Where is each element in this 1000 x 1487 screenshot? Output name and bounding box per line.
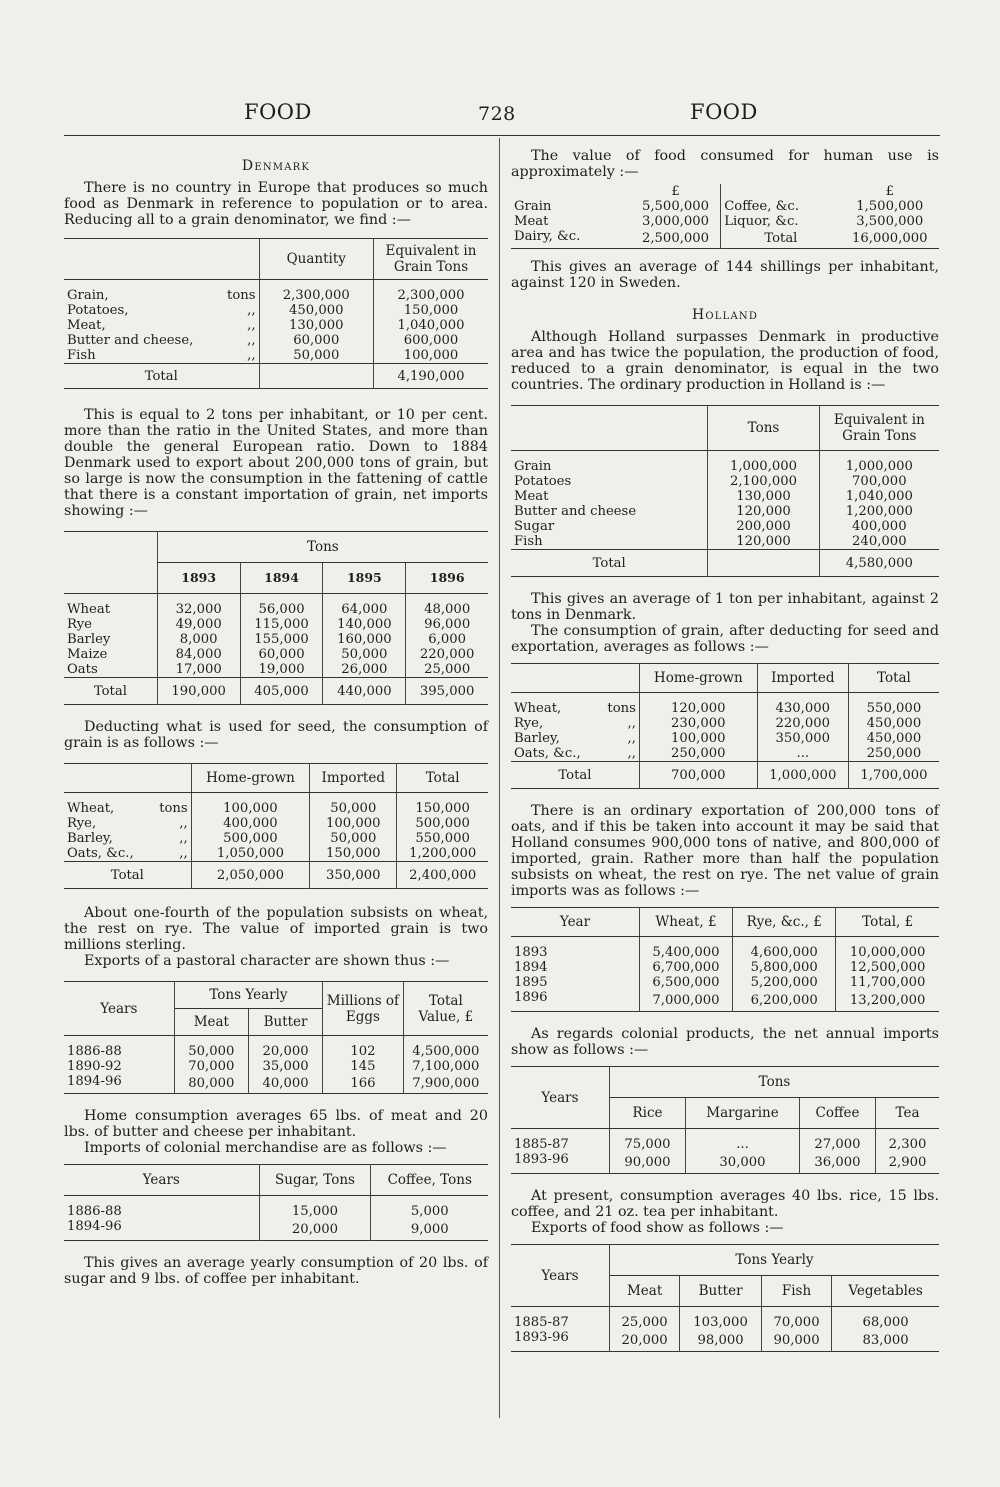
table-total-row: Total 4,190,000 (64, 364, 488, 389)
table-row: 1894-96 80,000 40,000 166 7,900,000 (64, 1074, 488, 1094)
paragraph: The consumption of grain, after deducting for seed and exportation, averages as follows :— (511, 623, 939, 655)
table-row: Meat 3,000,000 Liquor, &c. 3,500,000 (514, 214, 924, 229)
paragraph: Imports of colonial merchandise are as follows :— (84, 1140, 447, 1156)
paragraph: This gives an average yearly consumption of 20 lbs. of sugar and 9 lbs. of coffee per inhabitant. (64, 1255, 488, 1287)
table-row: Potatoes 2,100,000 700,000 (511, 474, 939, 489)
table-row: Oats, &c., ,, 1,050,000 150,000 1,200,000 (64, 846, 488, 862)
table-row: Barley, ,, 100,000 350,000 450,000 (511, 731, 939, 746)
table-row: Barley, ,, 500,000 50,000 550,000 (64, 831, 488, 846)
table-row: Maize 84,000 60,000 50,000 220,000 (64, 647, 488, 662)
table-row: Meat, ,, 130,000 1,040,000 (64, 318, 488, 333)
table-row: 1894-96 20,000 9,000 (64, 1219, 488, 1241)
paragraph: About one-fourth of the population subsists on wheat, the rest on rye. The value of imported grain is two millions sterling. (64, 905, 488, 953)
table-row: Potatoes, ,, 450,000 150,000 (64, 303, 488, 318)
paragraph: Deducting what is used for seed, the consumption of grain is as follows :— (64, 719, 488, 751)
paragraph: This gives an average of 1 ton per inhabitant, against 2 tons in Denmark. (511, 591, 939, 623)
table-total-row: Total 4,580,000 (511, 550, 939, 577)
table-row: Wheat 32,000 56,000 64,000 48,000 (64, 602, 488, 617)
table-row: Butter and cheese, ,, 60,000 600,000 (64, 333, 488, 348)
table-row: Sugar 200,000 400,000 (511, 519, 939, 534)
running-head-left: FOOD (244, 100, 312, 124)
table-row: 1885-87 75,000 ... 27,000 2,300 (511, 1137, 939, 1152)
table-row: Butter and cheese 120,000 1,200,000 (511, 504, 939, 519)
table-row: Oats 17,000 19,000 26,000 25,000 (64, 662, 488, 678)
table-row: 1894 6,700,000 5,800,000 12,500,000 (511, 960, 939, 975)
header-rule (64, 135, 940, 136)
right-column (511, 140, 939, 1362)
table-row: Wheat, tons 100,000 50,000 150,000 (64, 801, 488, 816)
table-row: Wheat, tons 120,000 430,000 550,000 (511, 701, 939, 716)
table-denmark-pastoral-exports: Years Tons Yearly Millions of Eggs Total Value, £ Meat Butter 1886-88 50,000 20,000 102 4,500,000 1890-92 70,000 35,000 145 7,100,000 1894-96 80,000 40,000 166 7,900,000 (64, 981, 488, 1094)
paragraph: As regards colonial products, the net annual imports show as follows :— (511, 1026, 939, 1058)
table-denmark-food-value: £ £ Grain 5,500,000 Coffee, &c. 1,500,000 Meat 3,000,000 Liquor, &c. 3,500,000 Dairy, &c. 2,500,000 Total 16,000,000 (511, 184, 939, 249)
table-row: 1890-92 70,000 35,000 145 7,100,000 (64, 1059, 488, 1074)
table-total-row: Total 700,000 1,000,000 1,700,000 (511, 762, 939, 789)
table-denmark-imports: Tons 1893 1894 1895 1896 Wheat 32,000 56,000 64,000 48,000 Rye 49,000 115,000 140,000 96,000 Barley 8,000 155,000 160,000 6,000 Maize 84,000 60,000 50,000 220,000 Oats 17,000 19,000 26,000 25,000 Total 190,000 405,000 440,000 395,000 (64, 531, 488, 705)
table-row: Grain 1,000,000 1,000,000 (511, 459, 939, 474)
section-title-denmark: Denmark (241, 158, 311, 174)
paragraph: Home consumption averages 65 lbs. of meat and 20 lbs. of butter and cheese per inhabitant. (64, 1108, 488, 1140)
table-denmark-colonial-imports: Years Sugar, Tons Coffee, Tons 1886-88 15,000 5,000 1894-96 20,000 9,000 (64, 1164, 488, 1241)
table-row: 1895 6,500,000 5,200,000 11,700,000 (511, 975, 939, 990)
table-holland-colonial-imports: Years Tons Rice Margarine Coffee Tea 1885-87 75,000 ... 27,000 2,300 1893-96 90,000 30,000 36,000 2,900 (511, 1066, 939, 1174)
col-header-quantity: Quantity (259, 239, 373, 280)
running-head-right: FOOD (690, 100, 758, 124)
col-header-equivalent: Equivalent in Grain Tons (374, 239, 489, 280)
paragraph: The value of food consumed for human use is approximately :— (511, 148, 939, 180)
table-denmark-production (64, 238, 488, 389)
table-row: 1896 7,000,000 6,200,000 13,200,000 (511, 990, 939, 1012)
table-row: Rye 49,000 115,000 140,000 96,000 (64, 617, 488, 632)
col-header-tons: Tons (157, 532, 488, 563)
paragraph: There is an ordinary exportation of 200,000 tons of oats, and if this be taken into account it may be said that Holland consumes 900,000 tons of native, and 800,000 of imported, grain. Rather more than half the population subsists on wheat, the rest on rye. The net value of grain imports was as follows :— (511, 803, 939, 899)
table-row: Grain 5,500,000 Coffee, &c. 1,500,000 (514, 199, 924, 214)
table-total-row: Total 2,050,000 350,000 2,400,000 (64, 862, 488, 889)
table-row: Grain, tons 2,300,000 2,300,000 (64, 288, 488, 303)
table-row: Fish ,, 50,000 100,000 (64, 348, 488, 364)
left-column (64, 140, 488, 1287)
table-row: Rye, ,, 230,000 220,000 450,000 (511, 716, 939, 731)
table-holland-consumption: Home-grown Imported Total Wheat, tons 120,000 430,000 550,000 Rye, ,, 230,000 220,000 450,000 Barley, ,, 100,000 350,000 450,000 Oats, &c., ,, 250,000 ... 250,000 Total 700,000 1,000,000 1,700,000 (511, 663, 939, 789)
table-denmark-consumption: Home-grown Imported Total Wheat, tons 100,000 50,000 150,000 Rye, ,, 400,000 100,000 500,000 Barley, ,, 500,000 50,000 550,000 Oats, &c., ,, 1,050,000 150,000 1,200,000 Total 2,050,000 350,000 2,400,000 (64, 763, 488, 889)
table-row: Barley 8,000 155,000 160,000 6,000 (64, 632, 488, 647)
paragraph: There is no country in Europe that produces so much food as Denmark in reference to population or to area. Reducing all to a grain denominator, we find :— (64, 180, 488, 228)
table-holland-food-exports: Years Tons Yearly Meat Butter Fish Vegetables 1885-87 25,000 103,000 70,000 68,000 1893-96 20,000 98,000 90,000 83,000 (511, 1244, 939, 1352)
table-total-row: Total 190,000 405,000 440,000 395,000 (64, 678, 488, 705)
table-row: 1886-88 50,000 20,000 102 4,500,000 (64, 1044, 488, 1059)
table-row: 1893-96 90,000 30,000 36,000 2,900 (511, 1152, 939, 1174)
paragraph: Exports of food show as follows :— (531, 1220, 784, 1236)
page-number: 728 (478, 103, 516, 125)
paragraph: This is equal to 2 tons per inhabitant, or 10 per cent. more than the ratio in the United States, and more than double the general European ratio. Down to 1884 Denmark used to export about 200,000 tons of grain, but so large is now the consumption in the fattening of cattle that there is a constant importation of grain, net imports showing :— (64, 407, 488, 519)
paragraph: Although Holland surpasses Denmark in productive area and has twice the population, the production of food, reduced to a grain denominator, is equal in the two countries. The ordinary production in Holland is :— (511, 329, 939, 393)
table-row: 1893-96 20,000 98,000 90,000 83,000 (511, 1330, 939, 1352)
table-row: Rye, ,, 400,000 100,000 500,000 (64, 816, 488, 831)
table-row: Meat 130,000 1,040,000 (511, 489, 939, 504)
paragraph: At present, consumption averages 40 lbs. rice, 15 lbs. coffee, and 21 oz. tea per inhabitant. (511, 1188, 939, 1220)
table-row: Oats, &c., ,, 250,000 ... 250,000 (511, 746, 939, 762)
table-holland-production: Tons Equivalent in Grain Tons Grain 1,000,000 1,000,000 Potatoes 2,100,000 700,000 Meat 130,000 1,040,000 Butter and cheese 120,000 1,200,000 Sugar 200,000 400,000 Fish 120,000 240,000 Total 4,580,000 (511, 405, 939, 577)
table-row: 1886-88 15,000 5,000 (64, 1204, 488, 1219)
section-title-holland: Holland (691, 307, 759, 323)
table-row: 1885-87 25,000 103,000 70,000 68,000 (511, 1315, 939, 1330)
paragraph: This gives an average of 144 shillings per inhabitant, against 120 in Sweden. (511, 259, 939, 291)
table-row: Fish 120,000 240,000 (511, 534, 939, 550)
table-holland-grain-imports: Year Wheat, £ Rye, &c., £ Total, £ 1893 5,400,000 4,600,000 10,000,000 1894 6,700,000 5,800,000 12,500,000 1895 6,500,000 5,200,000 11,700,000 1896 7,000,000 6,200,000 13,200,000 (511, 907, 939, 1012)
table-row: 1893 5,400,000 4,600,000 10,000,000 (511, 945, 939, 960)
table-row: Dairy, &c. 2,500,000 Total 16,000,000 (511, 229, 939, 249)
column-divider (499, 138, 500, 1418)
paragraph: Exports of a pastoral character are shown thus :— (84, 953, 450, 969)
